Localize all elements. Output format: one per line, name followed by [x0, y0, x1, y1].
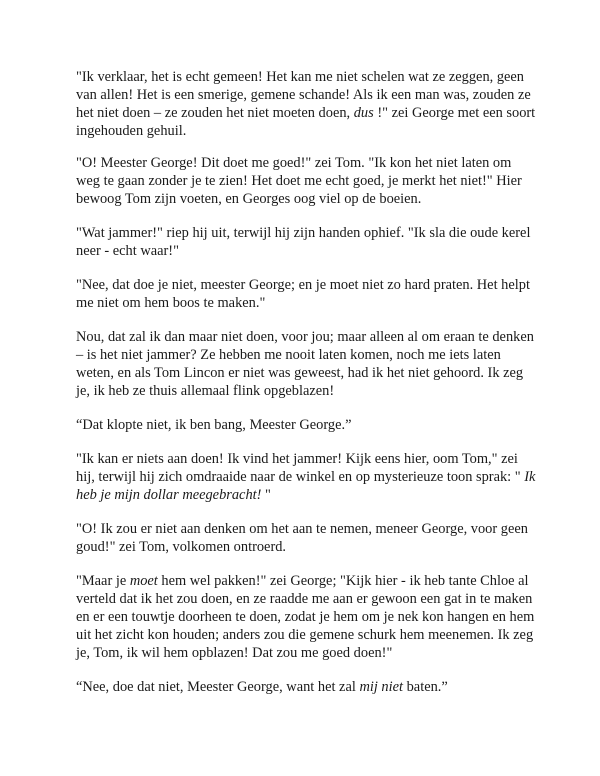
paragraph-8: "O! Ik zou er niet aan denken om het aan te nemen, meneer George, voor geen goud!" zei Tom, volkomen ontroerd. — [76, 521, 528, 555]
paragraph-7: "Ik kan er niets aan doen! Ik vind het jammer! Kijk eens hier, oom Tom," zei hij, terwijl hij zich omdraaide naar de winkel en op mysterieuze toon sprak: " Ik heb je mijn dollar meegebracht! " — [76, 451, 536, 503]
paragraph-6: “Dat klopte niet, ik ben bang, Meester George.” — [76, 417, 352, 433]
paragraph-9: "Maar je moet hem wel pakken!" zei George; "Kijk hier - ik heb tante Chloe al verteld dat ik het zou doen, en ze raadde me aan er gewoon een gat in te maken en er een touwtje doorheen te doen, zodat je hem om je nek kon hangen en hem uit het zicht kon houden; anders zou die gemene schurk hem meenemen. Ik zeg je, Tom, ik wil hem opblazen! Dat zou me goed doen!" — [76, 573, 535, 661]
paragraph-2: "O! Meester George! Dit doet me goed!" zei Tom. "Ik kon het niet laten om weg te gaan zonder je te zien! Het doet me echt goed, je merkt het niet!" Hier bewoog Tom zijn voeten, en Georges oog viel op de boeien. — [76, 155, 522, 207]
emphasis: Ik heb je mijn dollar meegebracht! — [76, 469, 536, 503]
paragraph-3: "Wat jammer!" riep hij uit, terwijl hij zijn handen ophief. "Ik sla die oude kerel neer - echt waar!" — [76, 225, 531, 259]
emphasis: mij niet — [359, 679, 404, 695]
paragraph-10: “Nee, doe dat niet, Meester George, want het zal mij niet baten.” — [76, 679, 448, 695]
paragraph-5: Nou, dat zal ik dan maar niet doen, voor jou; maar alleen al om eraan te denken – is het niet jammer? Ze hebben me nooit laten komen, noch me iets laten weten, en als Tom Lincon er niet was geweest, had ik het niet gehoord. Ik zeg je, ik heb ze thuis allemaal flink opgeblazen! — [76, 329, 534, 399]
paragraph-4: "Nee, dat doe je niet, meester George; en je moet niet zo hard praten. Het helpt me niet om hem boos te maken." — [76, 277, 530, 311]
emphasis: dus — [353, 105, 374, 121]
paragraph-1: "Ik verklaar, het is echt gemeen! Het kan me niet schelen wat ze zeggen, geen van allen! Het is een smerige, gemene schande! Als ik een man was, zouden ze het niet doen – ze zouden het niet moeten doen, dus !" zei George met een soort ingehouden gehuil. — [76, 69, 536, 139]
document-page — [76, 68, 536, 712]
emphasis: moet — [129, 573, 158, 589]
